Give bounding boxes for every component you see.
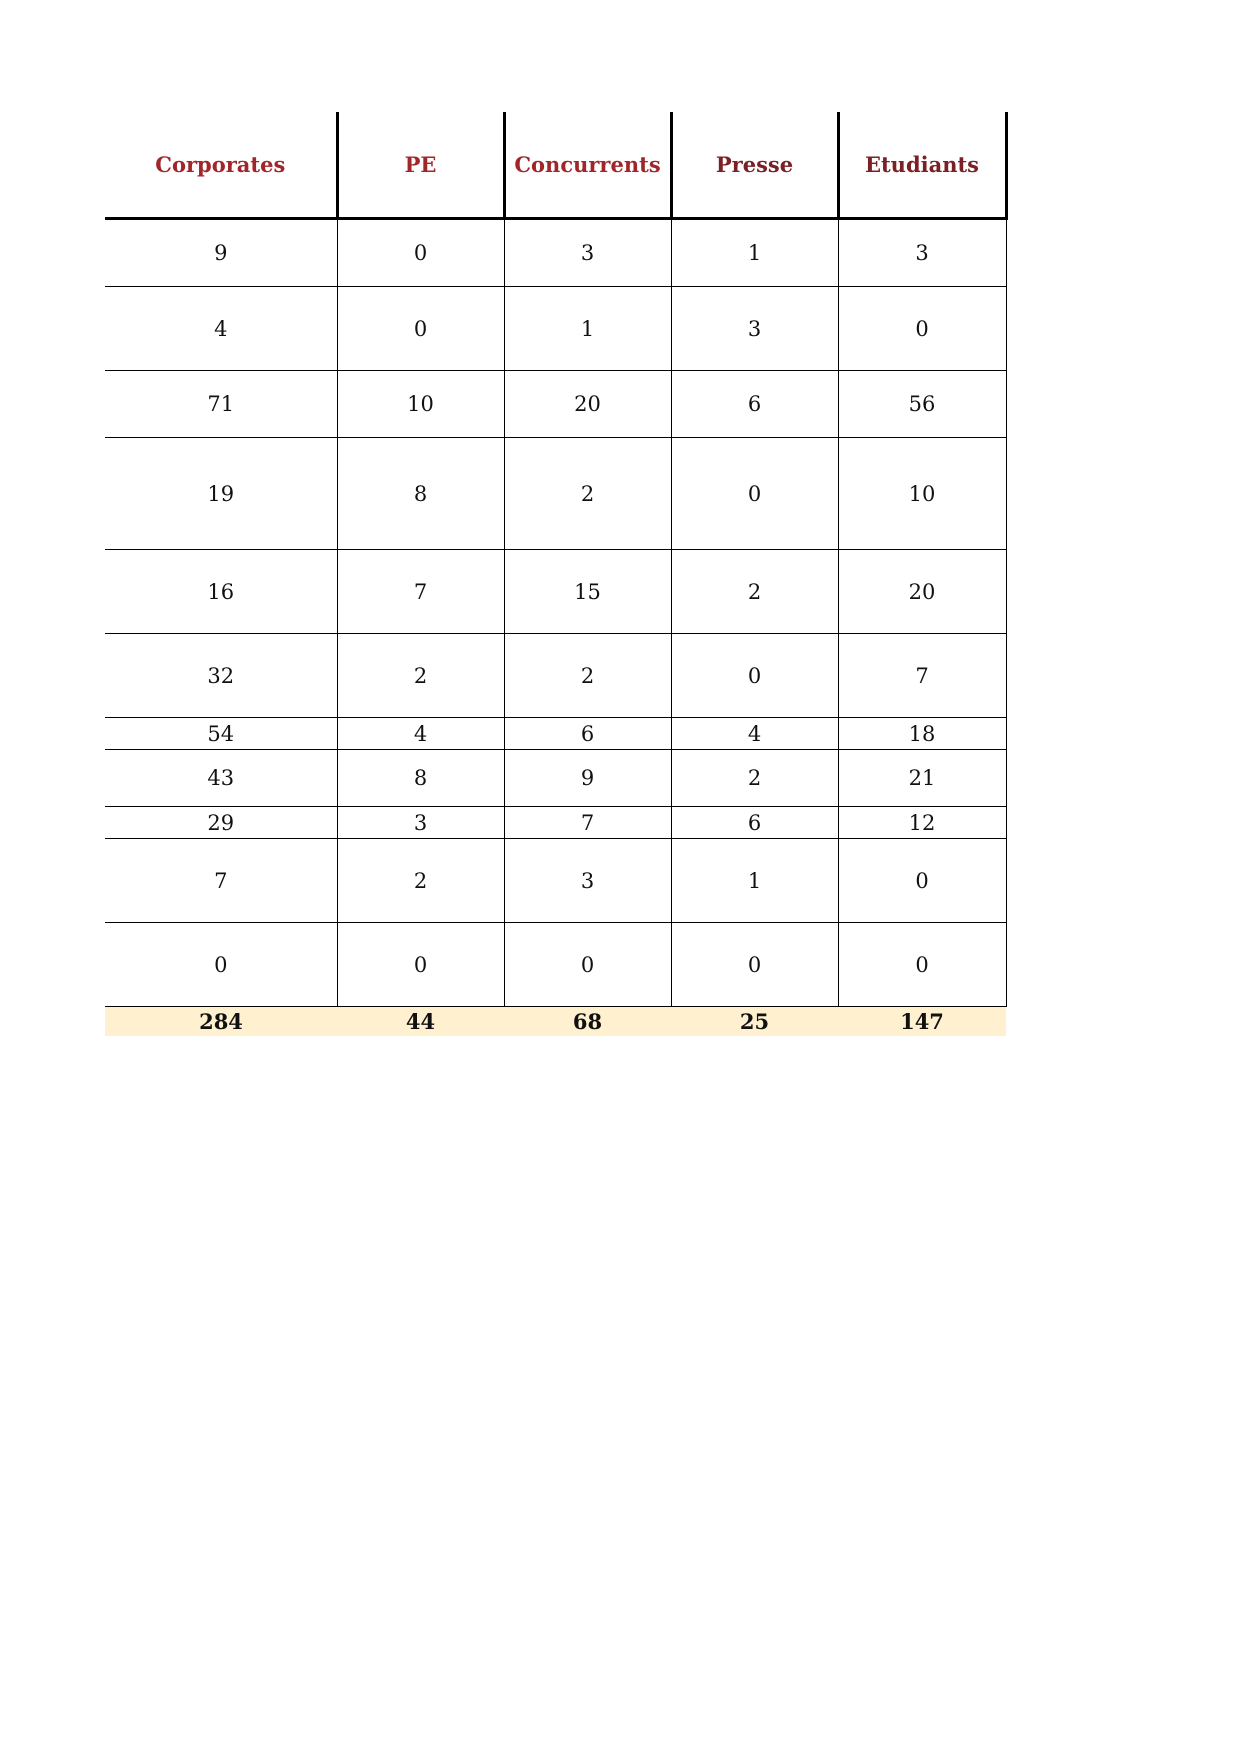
table-cell[interactable]: 0 — [838, 923, 1006, 1007]
table-cell[interactable]: 7 — [504, 807, 671, 839]
table-row — [105, 287, 1006, 371]
table-cell[interactable]: 15 — [504, 550, 671, 634]
table-cell[interactable]: 32 — [105, 634, 337, 718]
table-cell[interactable]: 0 — [671, 438, 838, 550]
table-cell[interactable]: 4 — [671, 718, 838, 750]
table-cell[interactable]: 1 — [671, 219, 838, 287]
table-cell[interactable]: 43 — [105, 750, 337, 807]
table-cell[interactable]: 19 — [105, 438, 337, 550]
table-row — [105, 438, 1006, 550]
header-row — [105, 112, 1006, 219]
table-cell[interactable]: 3 — [504, 839, 671, 923]
table-cell[interactable]: 7 — [105, 839, 337, 923]
header-corporates[interactable]: Corporates — [105, 112, 337, 219]
table-cell[interactable]: 2 — [504, 438, 671, 550]
table-cell[interactable]: 3 — [504, 219, 671, 287]
total-cell[interactable]: 147 — [838, 1007, 1006, 1037]
table-cell[interactable]: 4 — [105, 287, 337, 371]
table-cell[interactable]: 0 — [105, 923, 337, 1007]
table-cell[interactable]: 2 — [671, 550, 838, 634]
table-cell[interactable]: 0 — [671, 634, 838, 718]
table-cell[interactable]: 3 — [671, 287, 838, 371]
table-cell[interactable]: 54 — [105, 718, 337, 750]
header-pe[interactable]: PE — [337, 112, 504, 219]
table-cell[interactable]: 9 — [105, 219, 337, 287]
table-cell[interactable]: 7 — [838, 634, 1006, 718]
table-cell[interactable]: 6 — [671, 807, 838, 839]
table-cell[interactable]: 0 — [337, 923, 504, 1007]
table-cell[interactable]: 20 — [838, 550, 1006, 634]
table-row — [105, 807, 1006, 839]
table-cell[interactable]: 20 — [504, 371, 671, 438]
table-cell[interactable]: 56 — [838, 371, 1006, 438]
table-cell[interactable]: 8 — [337, 750, 504, 807]
spreadsheet-sheet — [105, 112, 1006, 1036]
table-row — [105, 634, 1006, 718]
table-row — [105, 550, 1006, 634]
table-row — [105, 718, 1006, 750]
table-cell[interactable]: 10 — [337, 371, 504, 438]
table-cell[interactable]: 6 — [671, 371, 838, 438]
table-row — [105, 923, 1006, 1007]
table-cell[interactable]: 2 — [337, 839, 504, 923]
table-cell[interactable]: 3 — [337, 807, 504, 839]
table-cell[interactable]: 29 — [105, 807, 337, 839]
totals-row — [105, 1007, 1006, 1037]
table-cell[interactable]: 2 — [337, 634, 504, 718]
table-cell[interactable]: 0 — [337, 219, 504, 287]
table-row — [105, 750, 1006, 807]
table-cell[interactable]: 18 — [838, 718, 1006, 750]
table-cell[interactable]: 0 — [838, 287, 1006, 371]
table-cell[interactable]: 0 — [337, 287, 504, 371]
table-cell[interactable]: 7 — [337, 550, 504, 634]
header-presse[interactable]: Presse — [671, 112, 838, 219]
total-cell[interactable]: 25 — [671, 1007, 838, 1037]
data-table — [105, 112, 1008, 1036]
table-row — [105, 219, 1006, 287]
table-cell[interactable]: 9 — [504, 750, 671, 807]
table-cell[interactable]: 0 — [504, 923, 671, 1007]
table-cell[interactable]: 1 — [671, 839, 838, 923]
table-cell[interactable]: 2 — [671, 750, 838, 807]
table-cell[interactable]: 6 — [504, 718, 671, 750]
header-concurrents[interactable]: Concurrents — [504, 112, 671, 219]
table-cell[interactable]: 3 — [838, 219, 1006, 287]
table-cell[interactable]: 1 — [504, 287, 671, 371]
header-etudiants[interactable]: Etudiants — [838, 112, 1006, 219]
table-cell[interactable]: 8 — [337, 438, 504, 550]
total-cell[interactable]: 68 — [504, 1007, 671, 1037]
table-cell[interactable]: 0 — [838, 839, 1006, 923]
table-cell[interactable]: 71 — [105, 371, 337, 438]
total-cell[interactable]: 284 — [105, 1007, 337, 1037]
table-row — [105, 371, 1006, 438]
table-row — [105, 839, 1006, 923]
table-cell[interactable]: 2 — [504, 634, 671, 718]
total-cell[interactable]: 44 — [337, 1007, 504, 1037]
table-cell[interactable]: 21 — [838, 750, 1006, 807]
table-cell[interactable]: 10 — [838, 438, 1006, 550]
table-cell[interactable]: 0 — [671, 923, 838, 1007]
table-cell[interactable]: 16 — [105, 550, 337, 634]
table-cell[interactable]: 4 — [337, 718, 504, 750]
table-cell[interactable]: 12 — [838, 807, 1006, 839]
